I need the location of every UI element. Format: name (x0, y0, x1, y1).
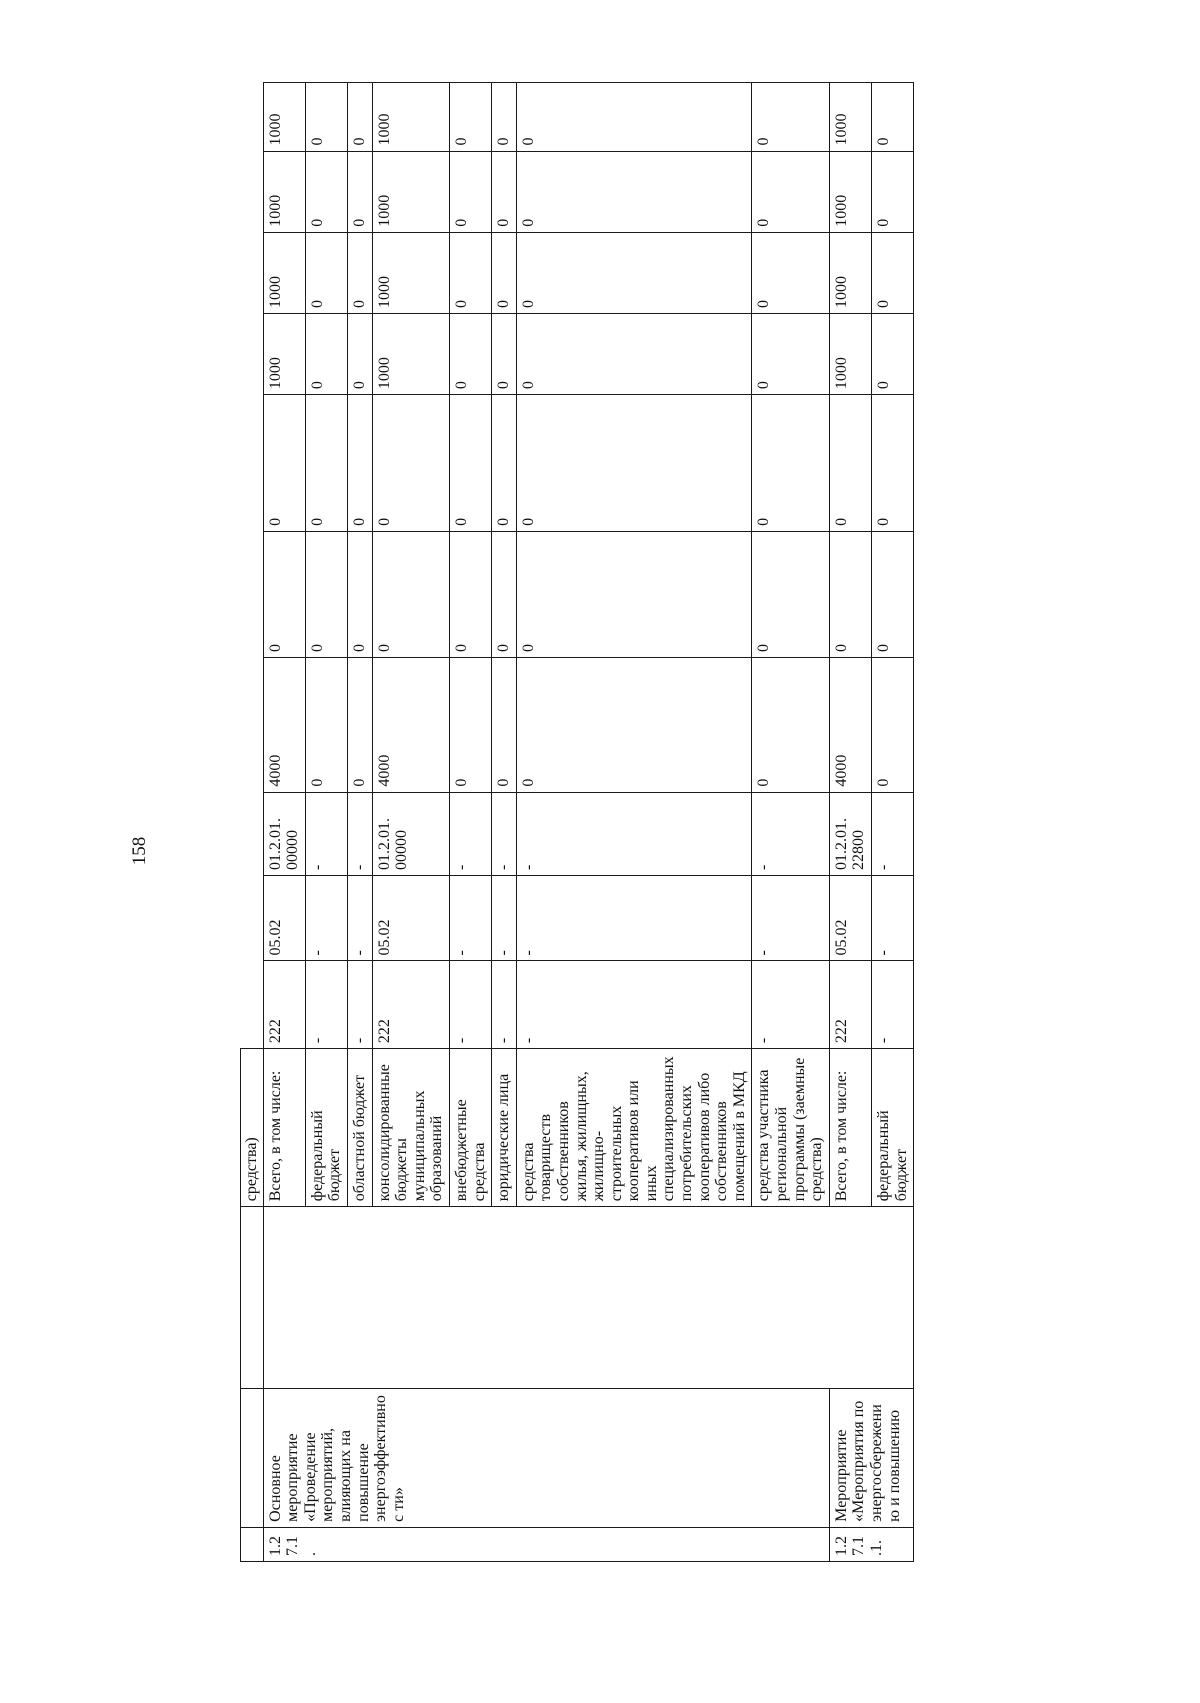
value-cell: 0 (305, 531, 347, 657)
value-cell: 1000 (263, 151, 305, 232)
value-cell: 0 (872, 151, 914, 232)
value-cell: 0 (752, 395, 829, 532)
source-cell: Всего, в том числе: (263, 1049, 305, 1207)
value-cell: 0 (829, 395, 871, 532)
value-cell: 1000 (263, 232, 305, 313)
value-cell: 0 (449, 395, 491, 532)
csr-cell: - (516, 792, 752, 875)
value-cell: 0 (872, 313, 914, 394)
value-cell: 0 (263, 395, 305, 532)
value-cell: 0 (305, 232, 347, 313)
value-cell: 0 (872, 232, 914, 313)
continuation-title-cell (241, 1388, 264, 1527)
value-cell: 0 (305, 395, 347, 532)
value-cell: 0 (305, 151, 347, 232)
value-cell: 0 (449, 658, 491, 793)
rzpr-cell: 05.02 (829, 876, 871, 961)
csr-cell: - (492, 792, 517, 875)
block1-row-total (263, 83, 305, 1562)
grbs-cell: - (872, 961, 914, 1049)
source-cell: средства участника региональной программы (заемные средства) (752, 1049, 829, 1207)
spacer-column (263, 1207, 914, 1389)
rzpr-cell: - (449, 876, 491, 961)
rzpr-cell: - (872, 876, 914, 961)
value-cell: 0 (752, 313, 829, 394)
grbs-cell: 222 (263, 961, 305, 1049)
rzpr-cell: - (752, 876, 829, 961)
source-cell: Всего, в том числе: (829, 1049, 871, 1207)
block1-code: 1.2 7.1 . (263, 1527, 829, 1561)
csr-cell: - (752, 792, 829, 875)
grbs-cell: - (752, 961, 829, 1049)
value-cell: 0 (347, 232, 372, 313)
value-cell: 1000 (372, 151, 449, 232)
continuation-values-cell (241, 83, 264, 1049)
value-cell: 0 (752, 232, 829, 313)
value-cell: 1000 (372, 313, 449, 394)
grbs-cell: - (305, 961, 347, 1049)
source-cell: юридические лица (492, 1049, 517, 1207)
value-cell: 0 (872, 395, 914, 532)
value-cell: 0 (449, 232, 491, 313)
value-cell: 0 (492, 83, 517, 152)
value-cell: 0 (516, 232, 752, 313)
csr-cell: 01.2.01. 00000 (263, 792, 305, 875)
value-cell: 0 (347, 395, 372, 532)
value-cell: 1000 (372, 232, 449, 313)
value-cell: 0 (492, 313, 517, 394)
value-cell: 1000 (829, 83, 871, 152)
value-cell: 4000 (263, 658, 305, 793)
value-cell: 0 (449, 531, 491, 657)
csr-cell: - (449, 792, 491, 875)
value-cell: 0 (347, 313, 372, 394)
value-cell: 1000 (829, 232, 871, 313)
rotated-page-content (240, 82, 1140, 1562)
csr-cell: - (347, 792, 372, 875)
value-cell: 0 (516, 395, 752, 532)
value-cell: 0 (516, 531, 752, 657)
value-cell: 0 (263, 531, 305, 657)
value-cell: 0 (372, 531, 449, 657)
value-cell: 1000 (263, 313, 305, 394)
continuation-spacer-cell (241, 1207, 264, 1389)
grbs-cell: 222 (372, 961, 449, 1049)
csr-cell: 01.2.01. 00000 (372, 792, 449, 875)
value-cell: 0 (347, 531, 372, 657)
value-cell: 0 (305, 83, 347, 152)
value-cell: 0 (492, 232, 517, 313)
value-cell: 1000 (829, 313, 871, 394)
source-cell: федеральный бюджет (872, 1049, 914, 1207)
budget-table (240, 82, 914, 1562)
grbs-cell: 222 (829, 961, 871, 1049)
value-cell: 0 (449, 83, 491, 152)
value-cell: 0 (449, 313, 491, 394)
value-cell: 0 (347, 658, 372, 793)
rzpr-cell: - (305, 876, 347, 961)
value-cell: 0 (516, 313, 752, 394)
csr-cell: 01.2.01. 22800 (829, 792, 871, 875)
rzpr-cell: - (516, 876, 752, 961)
csr-cell: - (872, 792, 914, 875)
rzpr-cell: 05.02 (263, 876, 305, 961)
value-cell: 0 (516, 151, 752, 232)
value-cell: 0 (449, 151, 491, 232)
value-cell: 0 (347, 151, 372, 232)
value-cell: 0 (492, 395, 517, 532)
value-cell: 0 (872, 658, 914, 793)
value-cell: 0 (305, 313, 347, 394)
value-cell: 0 (516, 658, 752, 793)
value-cell: 0 (872, 83, 914, 152)
block1-title: Основное мероприятие «Проведение мероприятий, влияющих на повышение энергоэффективнос ти» (263, 1388, 829, 1527)
rzpr-cell: - (347, 876, 372, 961)
value-cell: 0 (347, 83, 372, 152)
value-cell: 0 (305, 658, 347, 793)
value-cell: 0 (516, 83, 752, 152)
value-cell: 0 (872, 531, 914, 657)
value-cell: 1000 (372, 83, 449, 152)
value-cell: 0 (752, 151, 829, 232)
value-cell: 1000 (263, 83, 305, 152)
grbs-cell: - (516, 961, 752, 1049)
grbs-cell: - (449, 961, 491, 1049)
grbs-cell: - (347, 961, 372, 1049)
grbs-cell: - (492, 961, 517, 1049)
value-cell: 0 (752, 83, 829, 152)
value-cell: 4000 (372, 658, 449, 793)
value-cell: 0 (752, 531, 829, 657)
page-number: 158 (129, 836, 150, 866)
block2-code: 1.2 7.1 .1. (829, 1527, 913, 1561)
source-cell: областной бюджет (347, 1049, 372, 1207)
continuation-source-cell: средства) (241, 1049, 264, 1207)
value-cell: 0 (829, 531, 871, 657)
value-cell: 1000 (829, 151, 871, 232)
value-cell: 0 (372, 395, 449, 532)
source-cell: средства товариществ собственников жилья, жилищных, жилищно-строительных кооперативов или иных специализированных потребительских кооперативов либо собственников помещений в МКД (516, 1049, 752, 1207)
source-cell: федеральный бюджет (305, 1049, 347, 1207)
continuation-code-cell (241, 1527, 264, 1561)
block2-title: Мероприятие «Мероприятия по энергосбережению и повышению (829, 1388, 913, 1527)
value-cell: 0 (492, 151, 517, 232)
value-cell: 4000 (829, 658, 871, 793)
continuation-row (241, 83, 264, 1562)
value-cell: 0 (492, 658, 517, 793)
rzpr-cell: - (492, 876, 517, 961)
source-cell: внебюджетные средства (449, 1049, 491, 1207)
csr-cell: - (305, 792, 347, 875)
source-cell: консолидированные бюджеты муниципальных образований (372, 1049, 449, 1207)
rzpr-cell: 05.02 (372, 876, 449, 961)
value-cell: 0 (492, 531, 517, 657)
value-cell: 0 (752, 658, 829, 793)
